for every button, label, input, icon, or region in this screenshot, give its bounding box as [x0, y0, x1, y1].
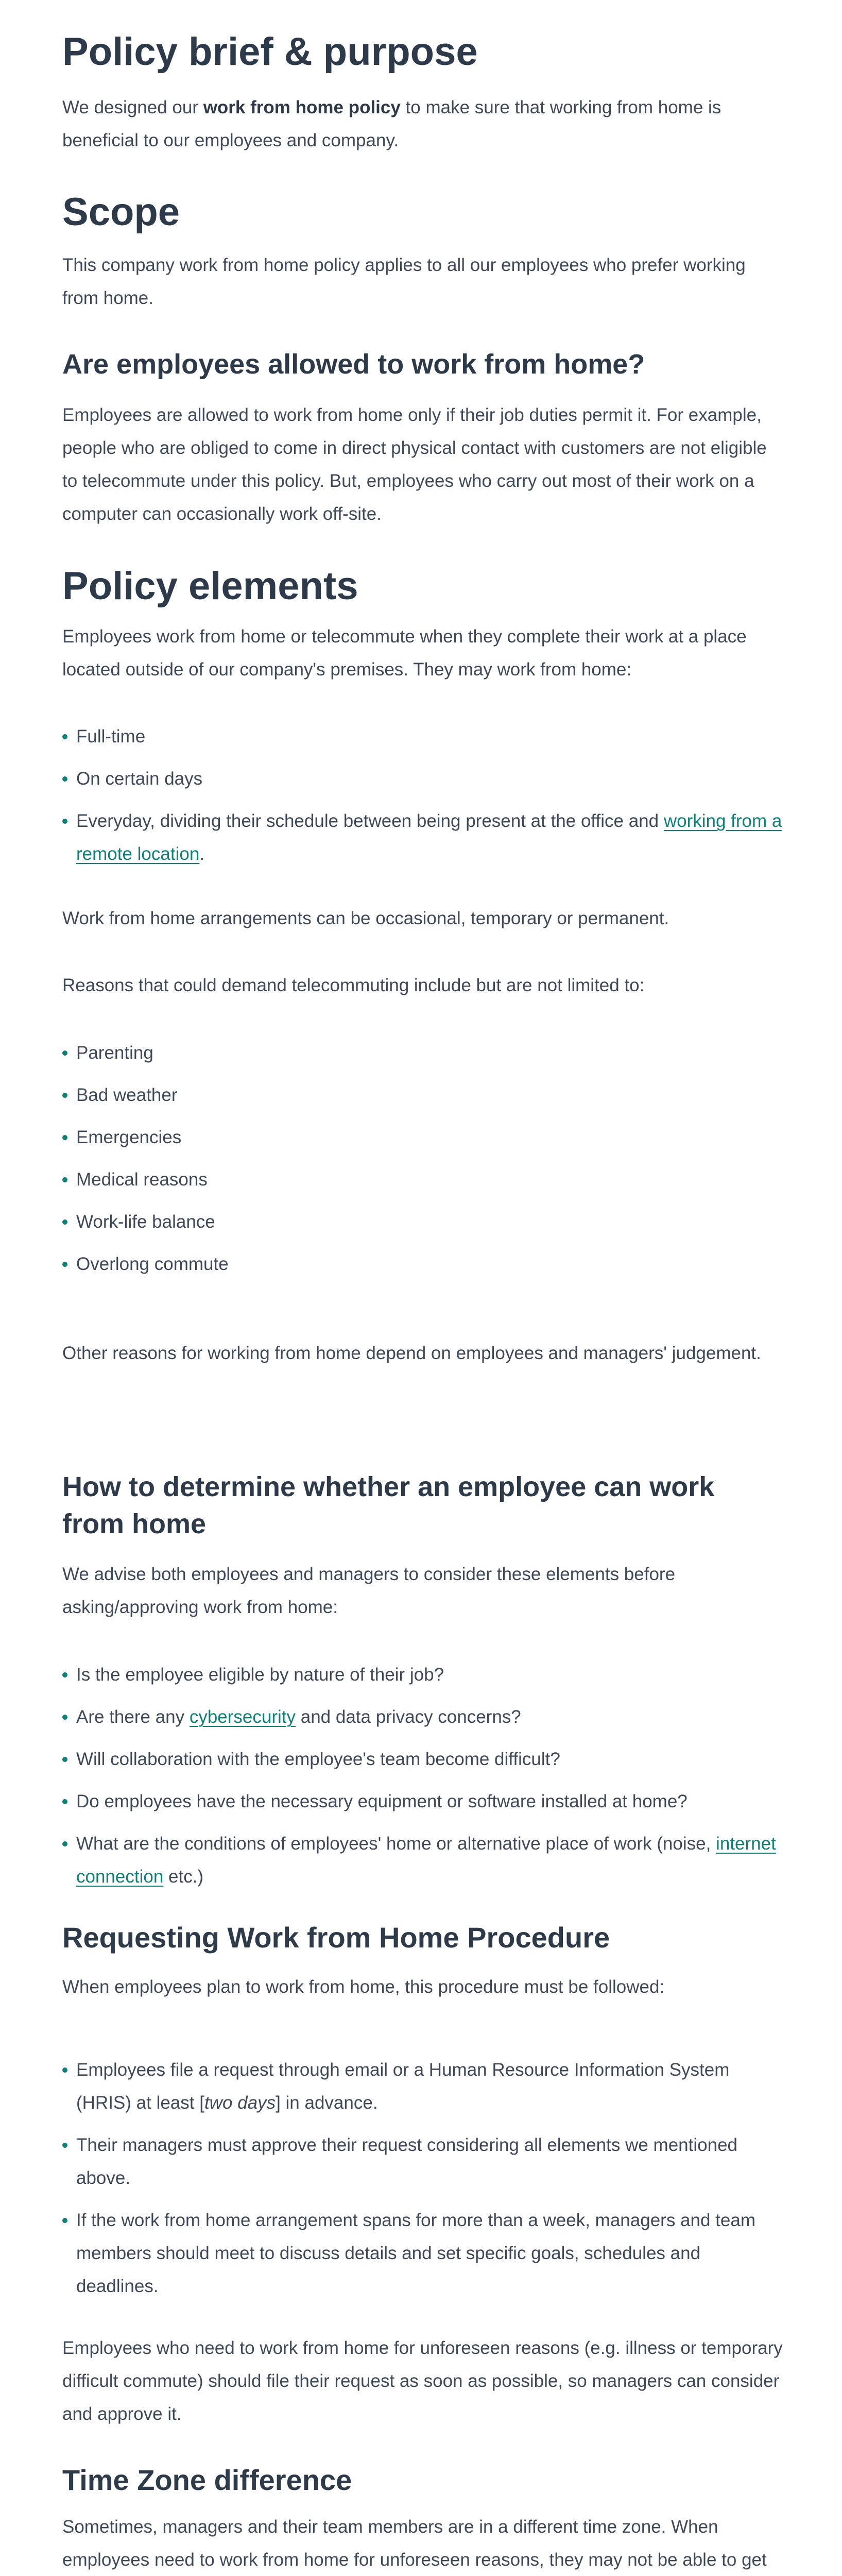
bullet-dot: [62, 1093, 67, 1098]
bullet-dot: [62, 1050, 67, 1056]
bullet-dot: [62, 734, 67, 739]
bullet-dot: [62, 1262, 67, 1267]
brief-policy-bold: work from home policy: [203, 97, 401, 117]
bullet-dot: [62, 1135, 67, 1140]
list-item-text: Do employees have the necessary equipment or software installed at home?: [76, 1791, 688, 1811]
list-item-text: Full-time: [76, 726, 146, 747]
list-item: [62, 1206, 783, 1248]
list-item-text-end: .: [199, 844, 205, 864]
list-item-text-end: etc.): [163, 1867, 204, 1887]
brief-text-end: to make sure that working from home is beneficial to our employees and company.: [62, 97, 721, 150]
determine-intro: We advise both employees and managers to consider these elements before asking/approving work from home:: [62, 1564, 676, 1617]
unforeseen-paragraph: Employees who need to work from home for unforeseen reasons (e.g. illness or temporary difficult commute) should file their request as soon as possible, so managers can consider and approve it.: [62, 2338, 783, 2424]
list-item: [62, 720, 783, 753]
heading-scope: Scope: [62, 190, 180, 234]
allowed-paragraph: Employees are allowed to work from home only if their job duties permit it. For example, people who are obliged to come in direct physical contact with customers are not eligible to telecommute under this policy. But, employees who carry out most of their work on a computer can occasionally work off-site.: [62, 405, 767, 524]
procedure-intro: When employees plan to work from home, this procedure must be followed:: [62, 1977, 665, 1997]
timezone-paragraph: Sometimes, managers and their team members are in a different time zone. When employees need to work from home for unforeseen reasons, they may not be able to get: [62, 2517, 767, 2570]
list-item-text: Their managers must approve their request considering all elements we mentioned above.: [76, 2135, 737, 2188]
list-item-text: What are the conditions of employees' home or alternative place of work (noise,: [76, 1834, 716, 1854]
bullet-dot: [62, 1715, 67, 1720]
list-item-text: Is the employee eligible by nature of their job?: [76, 1665, 444, 1685]
bullet-dot: [62, 2143, 67, 2148]
brief-paragraph: [62, 91, 783, 157]
heading-time-zone: Time Zone difference: [62, 2464, 352, 2496]
work-schedule-list: [62, 720, 783, 871]
list-item-text: Parenting: [76, 1043, 153, 1063]
list-item-text: Medical reasons: [76, 1170, 208, 1190]
list-item-text-end: ] in advance.: [276, 2093, 378, 2113]
bullet-dot: [62, 2218, 67, 2223]
determine-list: [62, 1658, 783, 1893]
bullet-dot: [62, 776, 67, 782]
list-item: [62, 1743, 783, 1776]
list-item: [62, 2129, 783, 2195]
list-item: [62, 805, 783, 871]
list-item-text: Emergencies: [76, 1127, 182, 1147]
bullet-dot: [62, 1841, 67, 1846]
scope-paragraph: This company work from home policy applies to all our employees who prefer working from home.: [62, 255, 746, 308]
list-item-text: If the work from home arrangement spans for more than a week, managers and team members should meet to discuss details and set specific goals, schedules and deadlines.: [76, 2210, 755, 2296]
heading-policy-elements: Policy elements: [62, 564, 358, 608]
list-item: [62, 1121, 783, 1163]
bullet-dot: [62, 1672, 67, 1677]
internet-connection-link[interactable]: internet connection: [76, 1834, 776, 1887]
arrangements-paragraph: Work from home arrangements can be occasional, temporary or permanent.: [62, 908, 669, 928]
list-item-text: Overlong commute: [76, 1254, 229, 1274]
list-item-text: Will collaboration with the employee's team become difficult?: [76, 1749, 560, 1769]
other-reasons-paragraph: Other reasons for working from home depend on employees and managers' judgement.: [62, 1343, 761, 1363]
bullet-dot: [62, 2067, 67, 2073]
list-item: [62, 2054, 783, 2120]
cybersecurity-link[interactable]: cybersecurity: [189, 1707, 296, 1727]
remote-location-link[interactable]: working from a remote location: [76, 811, 782, 864]
list-item-text-end: and data privacy concerns?: [296, 1707, 521, 1727]
bullet-dot: [62, 819, 67, 824]
list-item: [62, 1785, 783, 1818]
list-item-text: Are there any: [76, 1707, 190, 1727]
list-item: [62, 1658, 783, 1691]
list-item: [62, 1037, 783, 1079]
list-item-text: Work-life balance: [76, 1212, 215, 1232]
heading-allowed: Are employees allowed to work from home?: [62, 349, 645, 380]
list-item: [62, 1701, 783, 1734]
heading-procedure: Requesting Work from Home Procedure: [62, 1921, 610, 1954]
list-item: [62, 2204, 783, 2303]
bullet-dot: [62, 1799, 67, 1804]
reasons-list: [62, 1037, 783, 1290]
two-days-emphasis: two days: [204, 2093, 276, 2113]
heading-policy-brief: Policy brief & purpose: [62, 30, 478, 74]
list-item-text: Bad weather: [76, 1085, 178, 1105]
list-item-text: On certain days: [76, 769, 203, 789]
list-item-text: Employees file a request through email or a Human Resource Information System (HRIS) at least [: [76, 2060, 730, 2113]
brief-text-start: We designed our: [62, 97, 203, 117]
bullet-dot: [62, 1757, 67, 1762]
list-item: [62, 1248, 783, 1290]
list-item: [62, 762, 783, 795]
list-item-text: Everyday, dividing their schedule between being present at the office and: [76, 811, 664, 831]
bullet-dot: [62, 1177, 67, 1182]
heading-determine: How to determine whether an employee can work from home: [62, 1471, 715, 1539]
procedure-list: [62, 2054, 783, 2303]
list-item: [62, 1163, 783, 1206]
reasons-intro: Reasons that could demand telecommuting include but are not limited to:: [62, 975, 645, 995]
list-item: [62, 1079, 783, 1121]
elements-intro: Employees work from home or telecommute when they complete their work at a place located outside of our company's premises. They may work from home:: [62, 626, 747, 680]
list-item: [62, 1827, 783, 1893]
bullet-dot: [62, 1219, 67, 1225]
